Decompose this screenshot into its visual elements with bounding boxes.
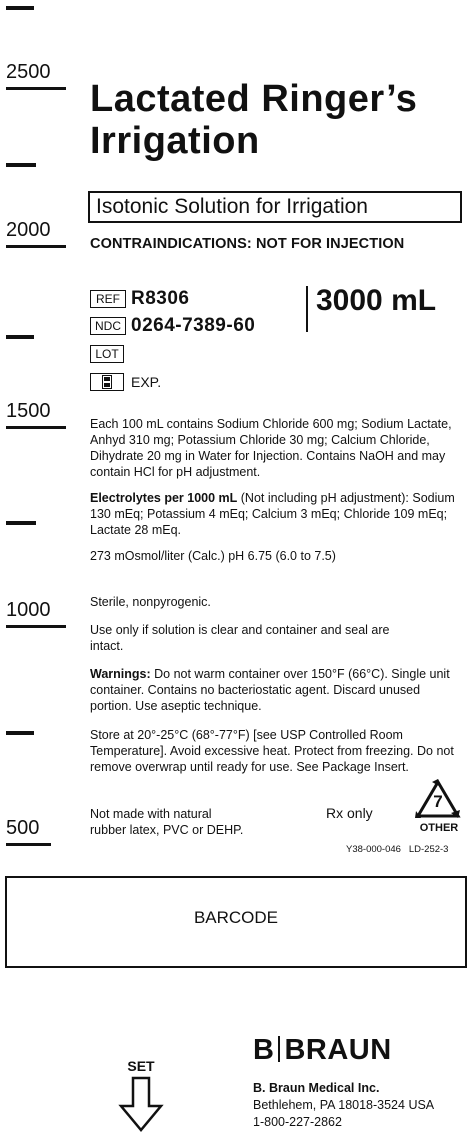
- barcode-placeholder: BARCODE: [193, 908, 279, 927]
- lot-symbol: LOT: [90, 345, 124, 363]
- latex-statement: [90, 806, 243, 838]
- logo-braun: BRAUN: [284, 1034, 392, 1066]
- warnings-heading: Warnings:: [90, 667, 151, 681]
- ndc-symbol: NDC: [90, 317, 126, 335]
- rx-only: Rx only: [326, 805, 373, 821]
- product-title-line2: Irrigation: [90, 120, 260, 162]
- manufacturer-address: Bethlehem, PA 18018-3524 USA: [253, 1098, 435, 1112]
- storage-text: Store at 20°-25°C (68°-77°F) [see USP Controlled Room Temperature]. Avoid excessive heat. Protect from freezing. Do not remove overwrap until ready for use. See Package Insert.: [90, 728, 454, 774]
- exp-label: EXP.: [131, 374, 162, 390]
- logo-b: B: [253, 1034, 275, 1066]
- latex-line2: rubber latex, PVC or DEHP.: [90, 823, 244, 837]
- manufacturer-phone: 1-800-227-2862: [253, 1115, 342, 1129]
- electrolytes-detail: (Not including pH adjustment): Sodium 130 mEq; Potassium 4 mEq; Calcium 3 mEq; Chloride 109 mEq; Lactate 28 mEq.: [90, 491, 455, 537]
- osmolarity-text: 273 mOsmol/liter (Calc.) pH 6.75 (6.0 to 7.5): [90, 549, 336, 563]
- graduation-tick: [6, 731, 34, 735]
- volume: 3000 mL: [316, 284, 437, 317]
- warnings-detail: Do not warm container over 150°F (66°C). Single unit container. Contains no bacteriostatic agent. Discard unused portion. Use aseptic technique.: [90, 667, 450, 713]
- set-label: SET: [127, 1058, 155, 1074]
- graduation-1000: 1000: [6, 600, 51, 620]
- warnings-text: [90, 666, 462, 714]
- graduation-tick: [6, 6, 34, 10]
- recycle-number: 7: [433, 792, 443, 811]
- graduation-500: 500: [6, 818, 39, 838]
- ref-value: R8306: [131, 288, 190, 309]
- manufacturer-name: B. Braun Medical Inc.: [253, 1081, 380, 1095]
- graduation-tick: [6, 335, 34, 339]
- recycle-icon: [412, 778, 464, 822]
- product-title-line1: Lactated Ringer’s: [90, 78, 418, 120]
- ref-symbol: REF: [90, 290, 126, 308]
- graduation-1500: 1500: [6, 401, 51, 421]
- use-only-text: Use only if solution is clear and container and seal are intact.: [90, 623, 390, 653]
- down-arrow-icon: [118, 1076, 164, 1132]
- product-title: [90, 78, 417, 162]
- graduation-tick: [6, 521, 36, 525]
- latex-line1: Not made with natural: [90, 807, 212, 821]
- contraindications: CONTRAINDICATIONS: NOT FOR INJECTION: [90, 236, 405, 252]
- product-subtitle: Isotonic Solution for Irrigation: [88, 191, 462, 223]
- graduation-2500: 2500: [6, 62, 51, 82]
- hourglass-icon: [90, 373, 124, 391]
- volume-divider: [306, 286, 308, 332]
- ndc-value: 0264-7389-60: [131, 315, 256, 336]
- bbraun-logo: [253, 1034, 392, 1067]
- electrolytes-text: [90, 490, 468, 538]
- sterile-text: Sterile, nonpyrogenic.: [90, 595, 211, 609]
- graduation-tick: [6, 163, 36, 167]
- label-codes: Y38-000-046 LD-252-3: [346, 844, 449, 855]
- graduation-2000: 2000: [6, 220, 51, 240]
- electrolytes-heading: Electrolytes per 1000 mL: [90, 491, 238, 505]
- recycle-label: OTHER: [419, 822, 459, 834]
- composition-text: Each 100 mL contains Sodium Chloride 600 mg; Sodium Lactate, Anhyd 310 mg; Potassium Chloride 30 mg; Calcium Chloride, Dihydrate 20 mg in Water for Injection. Contains NaOH and may contain HCl for pH adjustment.: [90, 417, 452, 479]
